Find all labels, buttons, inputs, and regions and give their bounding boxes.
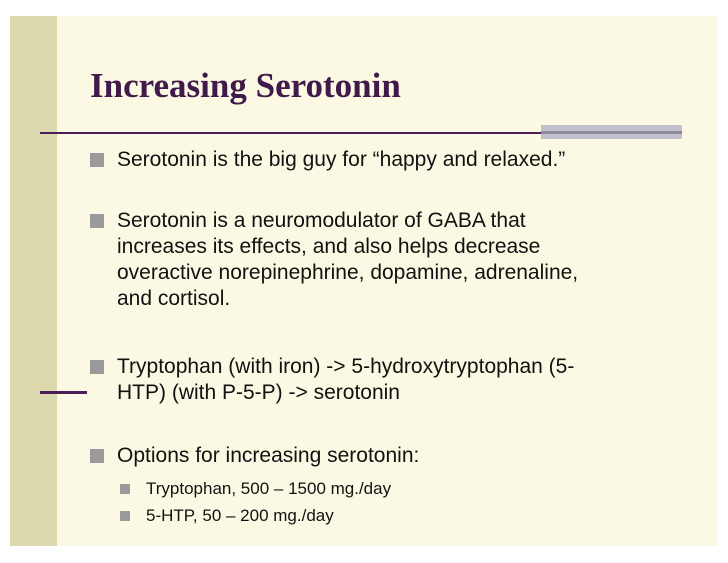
square-bullet-icon xyxy=(90,214,104,228)
slide xyxy=(10,16,718,546)
sub-bullet-item xyxy=(120,506,334,526)
square-bullet-icon xyxy=(90,360,104,374)
side-accent-line xyxy=(40,391,87,394)
left-decorative-band xyxy=(10,16,57,546)
square-bullet-icon xyxy=(90,449,104,463)
square-bullet-icon xyxy=(120,484,130,494)
sub-bullet-item xyxy=(120,479,391,499)
sub-bullet-text: 5-HTP, 50 – 200 mg./day xyxy=(146,506,334,525)
square-bullet-icon xyxy=(120,511,130,521)
bullet-item xyxy=(90,147,565,173)
bullet-text: Tryptophan (with iron) -> 5-hydroxytryptophan (5- HTP) (with P-5-P) -> serotonin xyxy=(117,355,575,404)
bullet-text: Serotonin is the big guy for “happy and relaxed.” xyxy=(117,148,566,171)
bullet-item xyxy=(90,208,578,312)
square-bullet-icon xyxy=(90,153,104,167)
slide-title: Increasing Serotonin xyxy=(90,66,401,105)
sub-bullet-text: Tryptophan, 500 – 1500 mg./day xyxy=(146,479,392,498)
bullet-item xyxy=(90,443,419,469)
bullet-text: Options for increasing serotonin: xyxy=(117,444,420,467)
bullet-item xyxy=(90,354,574,406)
divider-accent-stripe xyxy=(541,131,682,134)
bullet-text: Serotonin is a neuromodulator of GABA that increases its effects, and also helps decrease overactive norepinephrine, dopamine, adrenaline, and cortisol. xyxy=(117,209,579,310)
